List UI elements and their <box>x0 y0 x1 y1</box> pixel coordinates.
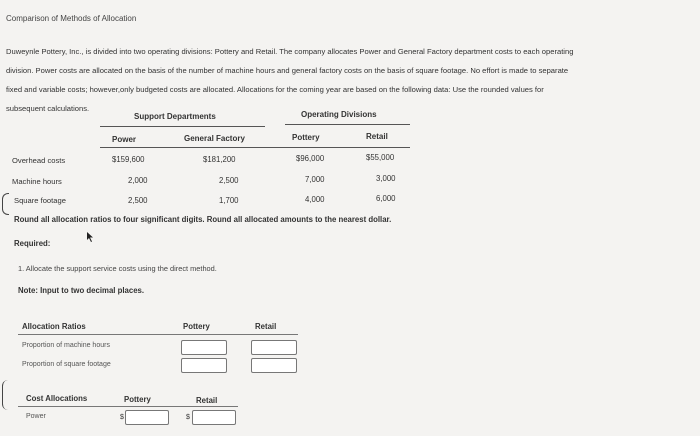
currency-symbol: $ <box>186 414 190 421</box>
question-text: 1. Allocate the support service costs using the direct method. <box>18 264 217 273</box>
column-header-general-factory: General Factory <box>184 134 245 143</box>
cost-allocations-header: Cost Allocations <box>26 394 88 403</box>
cell-sqft-power: 2,500 <box>128 196 148 205</box>
allocations-column-pottery: Pottery <box>124 395 151 404</box>
input-note: Note: Input to two decimal places. <box>18 286 145 295</box>
group-header-support: Support Departments <box>134 112 216 121</box>
allocations-bracket <box>2 380 9 410</box>
allocation-ratios-header: Allocation Ratios <box>22 322 86 331</box>
paragraph-line: division. Power costs are allocated on the basis of the number of machine hours and general factory costs on the basis of square footage. No effort is made to separate <box>6 66 569 75</box>
row-label-overhead: Overhead costs <box>12 156 66 165</box>
ratios-column-pottery: Pottery <box>183 322 210 331</box>
cell-overhead-general-factory: $181,200 <box>203 155 236 164</box>
ratios-column-retail: Retail <box>255 322 277 331</box>
cell-sqft-pottery: 4,000 <box>305 195 325 204</box>
allocation-power-pottery-input[interactable] <box>125 410 169 425</box>
required-label: Required: <box>14 239 51 248</box>
allocation-row-power: Power <box>26 413 46 420</box>
row-label-square-footage: Square footage <box>14 196 66 205</box>
ratio-square-footage-pottery-input[interactable] <box>181 358 227 373</box>
group-rule-operating <box>285 124 410 125</box>
group-header-operating: Operating Divisions <box>301 110 377 119</box>
rounding-note: Round all allocation ratios to four significant digits. Round all allocated amounts to the nearest dollar. <box>14 215 392 224</box>
paragraph-line: fixed and variable costs; however,only budgeted costs are allocated. Allocations for the coming year are based on the following data: Use the rounded values for <box>6 85 544 94</box>
cell-overhead-power: $159,600 <box>112 155 145 164</box>
allocation-power-retail-input[interactable] <box>192 410 236 425</box>
cell-overhead-pottery: $96,000 <box>296 154 325 163</box>
cell-machine-pottery: 7,000 <box>305 175 325 184</box>
allocations-header-rule <box>18 406 238 407</box>
ratios-header-rule <box>18 334 298 335</box>
column-header-power: Power <box>112 135 137 144</box>
mouse-pointer-icon <box>86 232 94 242</box>
cell-overhead-retail: $55,000 <box>366 153 395 162</box>
paragraph-line: subsequent calculations. <box>6 104 90 113</box>
ratio-square-footage-retail-input[interactable] <box>251 358 297 373</box>
cell-sqft-retail: 6,000 <box>376 194 396 203</box>
cell-machine-power: 2,000 <box>128 176 148 185</box>
cell-sqft-general-factory: 1,700 <box>219 196 239 205</box>
column-header-rule <box>100 147 410 148</box>
currency-symbol: $ <box>120 414 124 421</box>
column-header-retail: Retail <box>366 132 388 141</box>
group-rule-support <box>100 126 265 127</box>
row-label-machine-hours: Machine hours <box>12 177 62 186</box>
cell-machine-general-factory: 2,500 <box>219 176 239 185</box>
allocations-column-retail: Retail <box>196 396 218 405</box>
page-title: Comparison of Methods of Allocation <box>6 14 137 23</box>
cell-machine-retail: 3,000 <box>376 174 396 183</box>
ratio-machine-hours-pottery-input[interactable] <box>181 340 227 355</box>
problem-description <box>6 42 696 118</box>
ratio-row-square-footage: Proportion of square footage <box>22 361 111 368</box>
ratio-machine-hours-retail-input[interactable] <box>251 340 297 355</box>
column-header-pottery: Pottery <box>292 133 320 142</box>
paragraph-line: Duweynle Pottery, Inc., is divided into two operating divisions: Pottery and Retail. The company allocates Power and General Factory department costs to each operating <box>6 47 574 56</box>
ratio-row-machine-hours: Proportion of machine hours <box>22 342 110 349</box>
question-bracket <box>2 193 9 215</box>
